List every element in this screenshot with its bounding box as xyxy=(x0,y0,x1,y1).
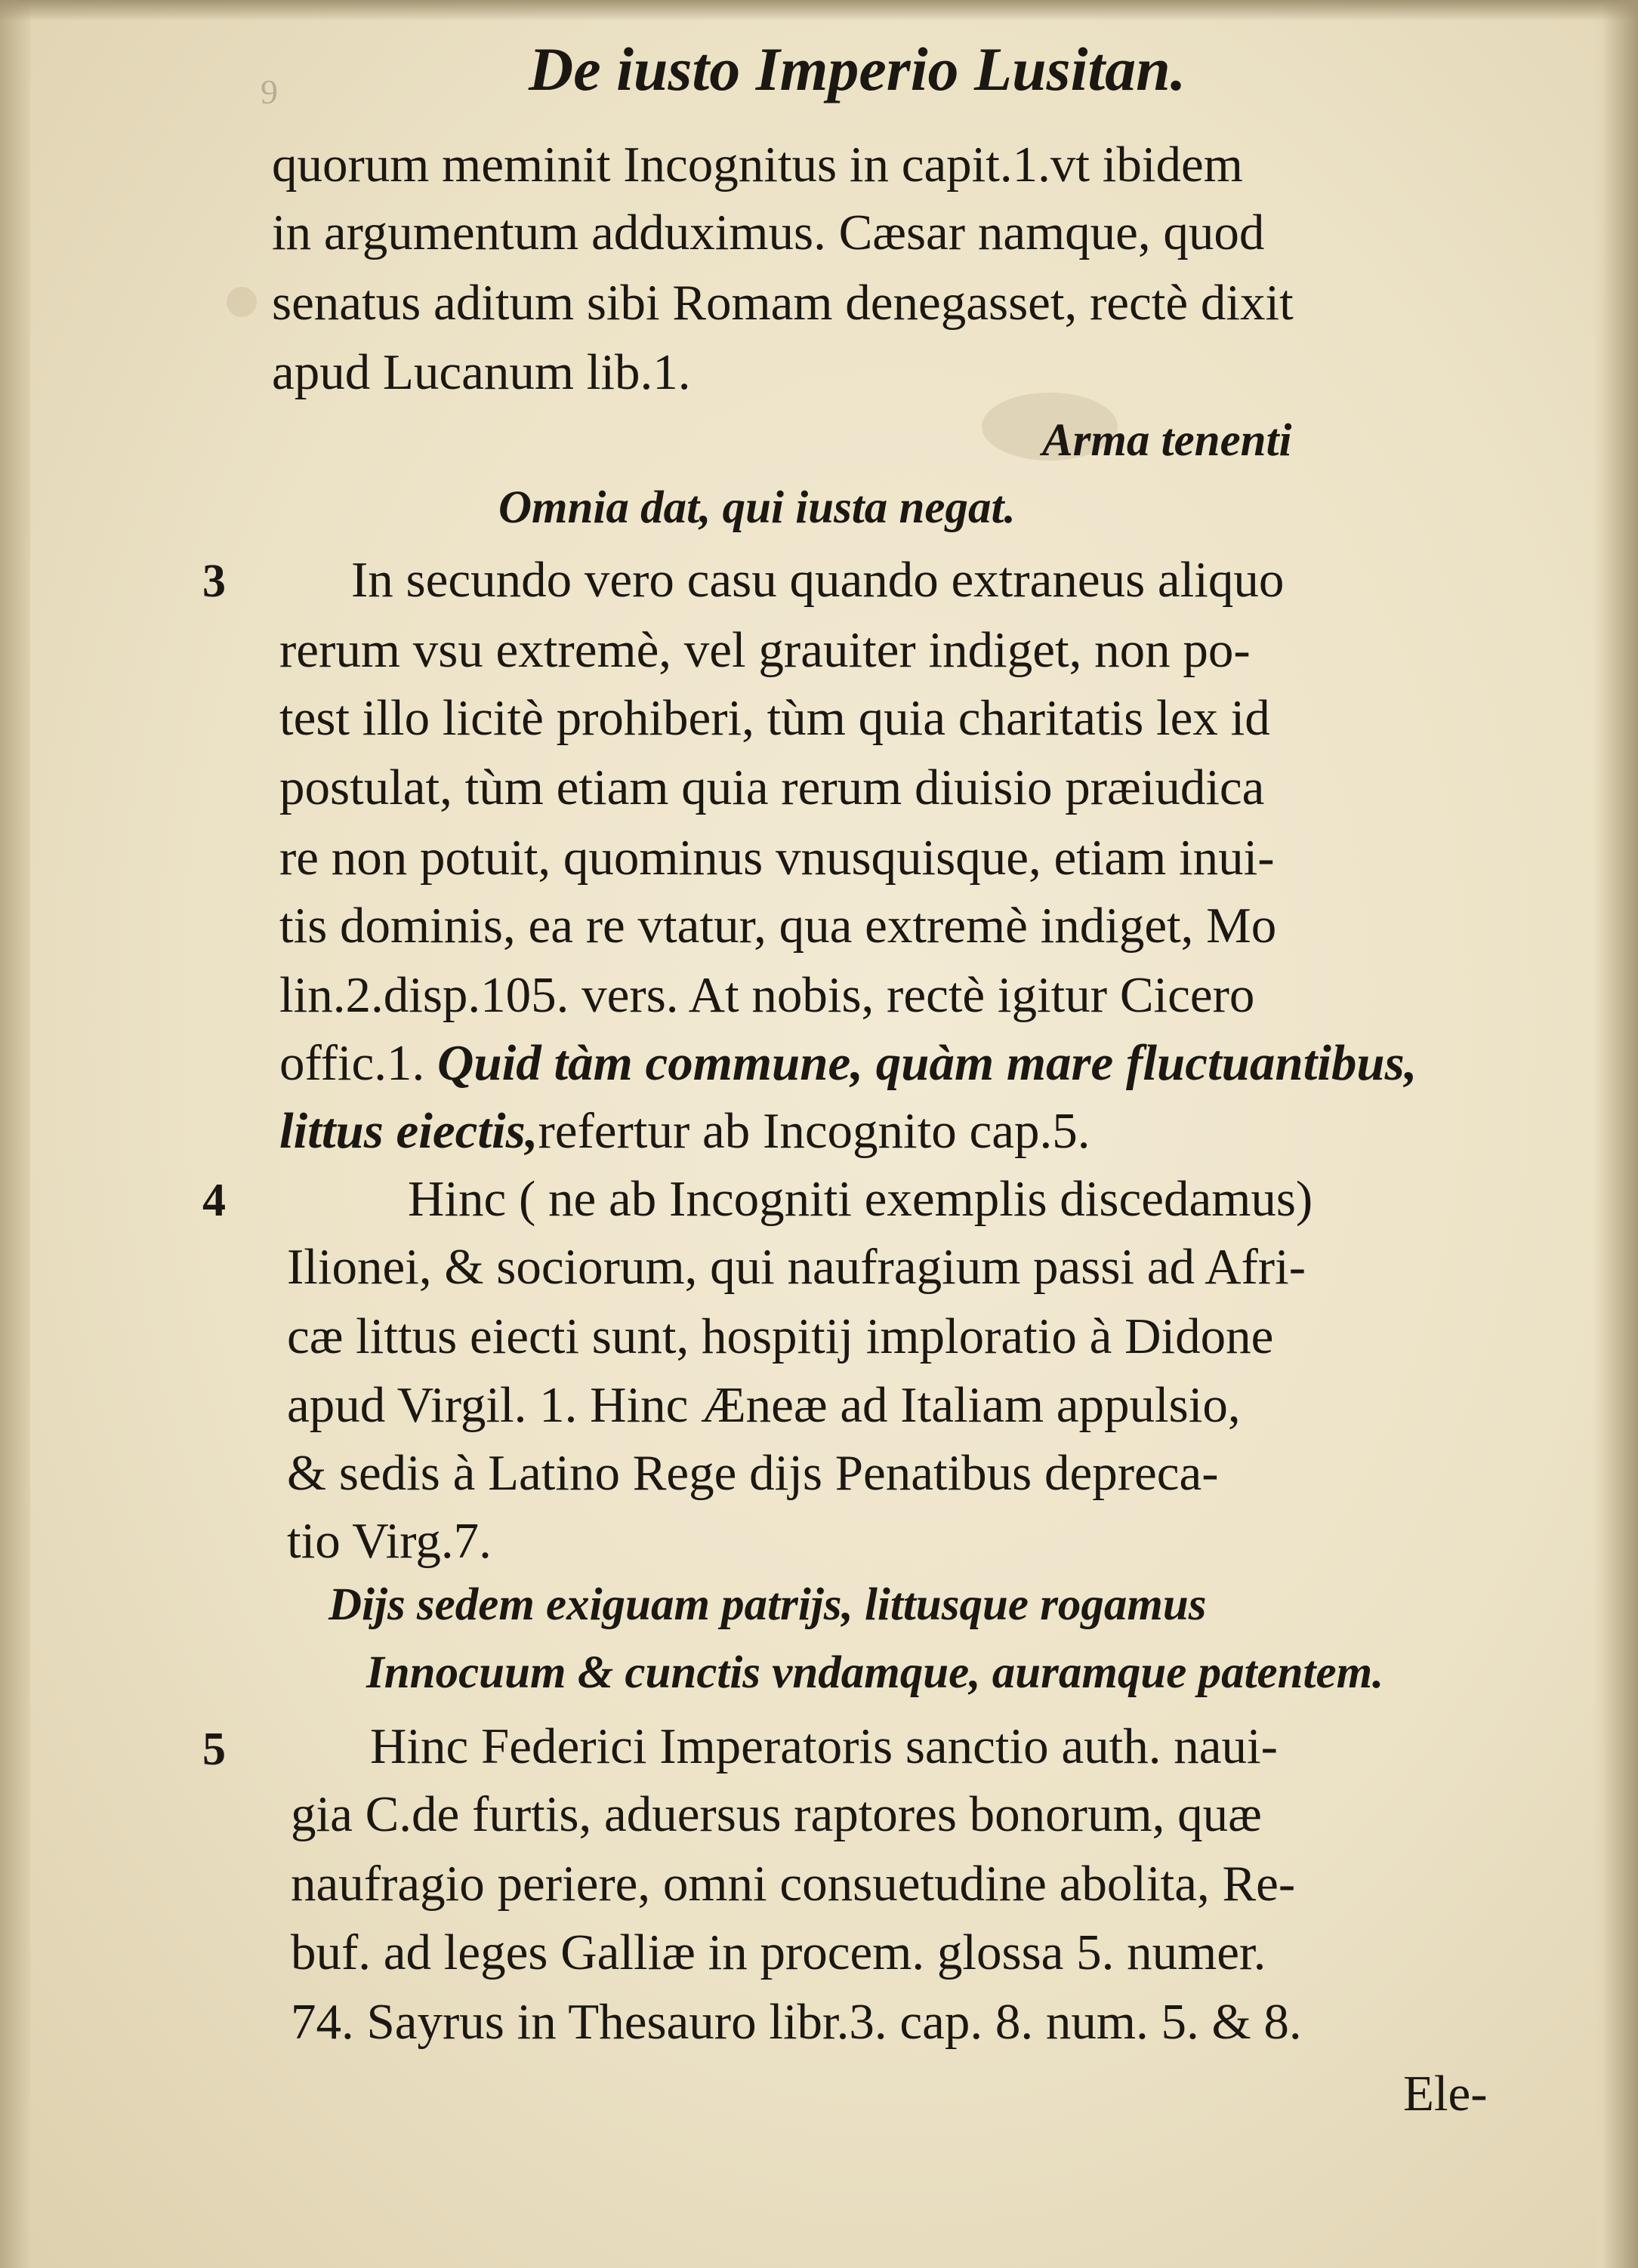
catchword: Ele- xyxy=(1403,2066,1488,2122)
text-line: buf. ad leges Galliæ in procem. glossa 5. numer. xyxy=(291,1924,1266,1980)
text-line: rerum vsu extremè, vel grauiter indiget, non po- xyxy=(279,622,1251,678)
margin-number: 3 xyxy=(202,556,226,607)
text-line: tio Virg.7. xyxy=(287,1513,492,1569)
italic-quote: littus eiectis, xyxy=(279,1103,538,1159)
text-line: tis dominis, ea re vtatur, qua extremè indiget, Mo xyxy=(279,898,1277,954)
verse-line: Omnia dat, qui iusta negat. xyxy=(498,482,1016,533)
text-line: senatus aditum sibi Romam denegasset, rectè dixit xyxy=(272,275,1294,331)
text-line: naufragio periere, omni consuetudine abolita, Re- xyxy=(291,1856,1296,1912)
paragraph-first-line: Hinc ( ne ab Incogniti exemplis discedamus) xyxy=(408,1171,1313,1227)
verse-line: Arma tenenti xyxy=(1042,415,1292,466)
page-left-edge xyxy=(0,0,30,2268)
verse-line: Dijs sedem exiguam patrijs, littusque rogamus xyxy=(329,1579,1207,1630)
text-line: 74. Sayrus in Thesauro libr.3. cap. 8. num. 5. & 8. xyxy=(291,1994,1302,2050)
paragraph-first-line: In secundo vero casu quando extraneus aliquo xyxy=(351,552,1285,608)
text-line: postulat, tùm etiam quia rerum diuisio præiudica xyxy=(279,760,1265,815)
text-run: refertur ab Incognito cap.5. xyxy=(538,1103,1090,1159)
page-right-edge xyxy=(1593,0,1638,2268)
text-line: in argumentum adduximus. Cæsar namque, quod xyxy=(272,205,1265,260)
text-line: & sedis à Latino Rege dijs Penatibus depreca- xyxy=(287,1445,1219,1501)
text-line: gia C.de furtis, aduersus raptores bonorum, quæ xyxy=(291,1786,1262,1842)
paper-stain xyxy=(227,287,257,317)
text-line: lin.2.disp.105. vers. At nobis, rectè igitur Cicero xyxy=(279,967,1255,1023)
text-line xyxy=(279,1035,1417,1091)
page-top-edge xyxy=(0,0,1638,21)
text-line: quorum meminit Incognitus in capit.1.vt ibidem xyxy=(272,137,1243,193)
text-line: apud Virgil. 1. Hinc Æneæ ad Italiam appulsio, xyxy=(287,1377,1241,1433)
text-line: test illo licitè prohiberi, tùm quia charitatis lex id xyxy=(279,690,1270,746)
text-line: re non potuit, quominus vnusquisque, etiam inui- xyxy=(279,830,1275,886)
text-line xyxy=(279,1103,1090,1159)
paragraph-first-line: Hinc Federici Imperatoris sanctio auth. naui- xyxy=(370,1718,1278,1774)
running-head: De iusto Imperio Lusitan. xyxy=(529,35,1186,103)
faded-page-number: 9 xyxy=(261,72,281,111)
verse-line: Innocuum & cunctis vndamque, auramque patentem. xyxy=(366,1647,1384,1698)
text-run: offic.1. xyxy=(279,1035,438,1091)
text-line: apud Lucanum lib.1. xyxy=(272,344,691,400)
margin-number: 5 xyxy=(202,1724,226,1775)
text-line: Ilionei, & sociorum, qui naufragium passi ad Afri- xyxy=(287,1239,1306,1295)
margin-number: 4 xyxy=(202,1175,226,1226)
text-line: cæ littus eiecti sunt, hospitij imploratio à Didone xyxy=(287,1308,1274,1364)
italic-quote: Quid tàm commune, quàm mare fluctuantibus, xyxy=(437,1035,1417,1091)
